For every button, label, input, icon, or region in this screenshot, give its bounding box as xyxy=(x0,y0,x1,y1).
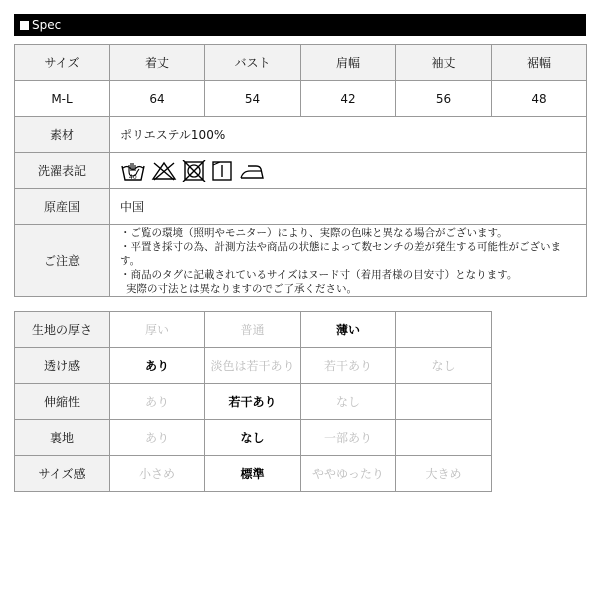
feature-option: 大きめ xyxy=(396,456,492,492)
square-bullet-icon xyxy=(20,21,29,30)
material-label: 素材 xyxy=(15,117,110,153)
feature-label: 裏地 xyxy=(15,420,110,456)
no-bleach-icon xyxy=(151,160,177,182)
hem-header-cell: 裾幅 xyxy=(492,45,587,81)
feature-row xyxy=(15,348,492,384)
shoulder-value-cell: 42 xyxy=(301,81,396,117)
feature-option: あり xyxy=(110,420,205,456)
feature-option-selected: あり xyxy=(110,348,205,384)
svg-text:40: 40 xyxy=(129,173,137,181)
feature-label: 伸縮性 xyxy=(15,384,110,420)
feature-option: 小さめ xyxy=(110,456,205,492)
feature-option-selected: なし xyxy=(205,420,301,456)
feature-label: サイズ感 xyxy=(15,456,110,492)
laundry-label: 洗濯表記 xyxy=(15,153,110,189)
note-line: す。 xyxy=(120,254,141,267)
spec-header xyxy=(14,14,586,36)
note-line: ・商品のタグに記載されているサイズはヌード寸（着用者様の目安寸）となります。 xyxy=(120,268,518,281)
note-line: 実際の寸法とは異なりますのでご了承ください。 xyxy=(126,282,357,295)
feature-option: ややゆったり xyxy=(301,456,396,492)
feature-label: 透け感 xyxy=(15,348,110,384)
feature-option: 厚い xyxy=(110,312,205,348)
notes-content xyxy=(110,225,587,297)
feature-option: 淡色は若干あり xyxy=(205,348,301,384)
origin-label: 原産国 xyxy=(15,189,110,225)
feature-option-selected: 若干あり xyxy=(205,384,301,420)
feature-option xyxy=(396,420,492,456)
spec-table xyxy=(14,44,587,297)
origin-row xyxy=(15,189,587,225)
note-line: ・ご覧の環境（照明やモニター）により、実際の色味と異なる場合がございます。 xyxy=(120,226,508,239)
size-value-row xyxy=(15,81,587,117)
hem-value-cell: 48 xyxy=(492,81,587,117)
laundry-row xyxy=(15,153,587,189)
material-row xyxy=(15,117,587,153)
feature-row xyxy=(15,420,492,456)
feature-row xyxy=(15,384,492,420)
feature-option: なし xyxy=(396,348,492,384)
feature-option-selected: 標準 xyxy=(205,456,301,492)
spec-title: Spec xyxy=(32,18,62,32)
feature-option: なし xyxy=(301,384,396,420)
origin-value: 中国 xyxy=(110,189,587,225)
line-dry-icon xyxy=(211,160,233,182)
length-header-cell: 着丈 xyxy=(110,45,205,81)
feature-option: あり xyxy=(110,384,205,420)
bust-value-cell: 54 xyxy=(205,81,301,117)
feature-option: 若干あり xyxy=(301,348,396,384)
size-header-row xyxy=(15,45,587,81)
length-value-cell: 64 xyxy=(110,81,205,117)
iron-low-icon xyxy=(238,160,266,182)
size-value-cell: M-L xyxy=(15,81,110,117)
feature-option: 一部あり xyxy=(301,420,396,456)
bust-header-cell: バスト xyxy=(205,45,301,81)
feature-label: 生地の厚さ xyxy=(15,312,110,348)
size-header-cell: サイズ xyxy=(15,45,110,81)
sleeve-value-cell: 56 xyxy=(396,81,492,117)
notes-label: ご注意 xyxy=(15,225,110,297)
feature-row xyxy=(15,456,492,492)
feature-option-selected: 薄い xyxy=(301,312,396,348)
material-value: ポリエステル100% xyxy=(110,117,587,153)
no-tumble-dry-icon xyxy=(182,160,206,182)
notes-row xyxy=(15,225,587,297)
feature-option xyxy=(396,384,492,420)
hand-wash-icon xyxy=(120,160,146,182)
feature-option: 普通 xyxy=(205,312,301,348)
feature-table xyxy=(14,311,492,492)
feature-option xyxy=(396,312,492,348)
shoulder-header-cell: 肩幅 xyxy=(301,45,396,81)
note-line: ・平置き採寸の為、計測方法や商品の状態によって数センチの差が発生する可能性がございま xyxy=(120,240,561,253)
sleeve-header-cell: 袖丈 xyxy=(396,45,492,81)
feature-row xyxy=(15,312,492,348)
laundry-symbols xyxy=(110,153,587,189)
